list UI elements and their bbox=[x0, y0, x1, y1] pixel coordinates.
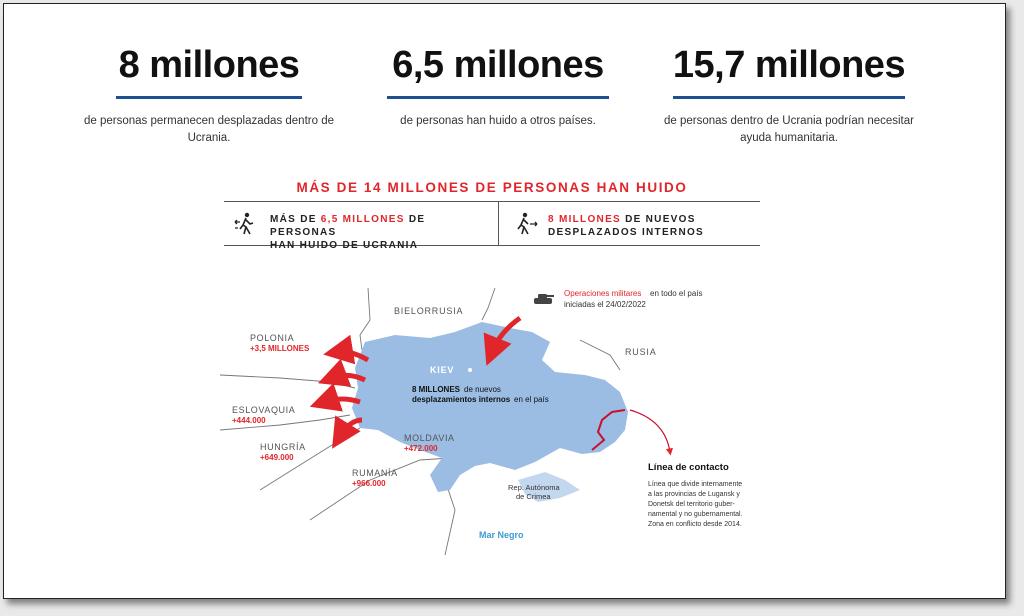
contact-line-pointer bbox=[630, 410, 670, 452]
border-poland-belarus bbox=[360, 288, 370, 350]
text-part: DE PERSONAS bbox=[270, 214, 426, 238]
stat-description bbox=[64, 113, 354, 147]
infographic-headline: MÁS DE 14 MILLONES DE PERSONAS HAN HUIDO bbox=[296, 180, 688, 195]
text-part: MÁS DE bbox=[270, 214, 321, 225]
refugees-moldova: +472.000 bbox=[404, 444, 438, 453]
contact-line-desc: Zona en conflicto desde 2014. bbox=[648, 521, 742, 528]
contact-line-desc: Donetsk del territorio guber- bbox=[648, 501, 735, 508]
border-romania-sea bbox=[445, 480, 455, 555]
stat-value: 15,7 millones bbox=[672, 44, 906, 86]
text-part: HAN HUIDO DE UCRANIA bbox=[270, 240, 419, 251]
refugees-slovakia: +444.000 bbox=[232, 416, 266, 425]
text-part: DE NUEVOS bbox=[621, 214, 696, 225]
stat-underline bbox=[387, 96, 609, 99]
contact-line-title: Línea de contacto bbox=[648, 462, 729, 473]
border-belarus-russia bbox=[482, 288, 495, 320]
text-highlight: 8 MILLONES bbox=[548, 214, 622, 225]
stat-description bbox=[644, 113, 934, 147]
country-label-romania: RUMANÍA bbox=[352, 468, 398, 478]
internal-displacement-rest-2: en el país bbox=[514, 395, 549, 404]
internal-displaced-text bbox=[548, 213, 758, 239]
stat-description-line: de personas han huido a otros países. bbox=[400, 115, 596, 127]
refugees-poland: +3,5 MILLONES bbox=[250, 344, 310, 353]
internal-displacement-bold: 8 MILLONES bbox=[412, 385, 461, 394]
internal-displaced-icon bbox=[516, 212, 538, 236]
kiev-dot-icon bbox=[468, 368, 472, 372]
fled-country-text bbox=[270, 213, 495, 252]
crimea-label-2: de Crimea bbox=[516, 492, 551, 501]
stat-displaced-internal bbox=[64, 42, 354, 147]
stat-description-line: de personas dentro de Ucrania podrían necesitar bbox=[664, 115, 914, 127]
stat-need-aid bbox=[644, 42, 934, 147]
ops-label-red: Operaciones militares bbox=[564, 289, 642, 298]
refugees-hungary: +649.000 bbox=[260, 453, 294, 462]
summary-divider bbox=[498, 202, 499, 245]
stat-description bbox=[364, 113, 632, 130]
sea-label: Mar Negro bbox=[479, 530, 524, 540]
stat-description-line: de personas permanecen desplazadas dentro de bbox=[84, 115, 334, 127]
country-label-russia: RUSIA bbox=[625, 347, 657, 357]
infographic-summary-bar bbox=[224, 201, 760, 251]
stat-description-line: ayuda humanitaria. bbox=[740, 132, 838, 144]
refugee-walking-icon bbox=[234, 212, 256, 236]
border-russia bbox=[580, 340, 620, 370]
arrow-to-hungary bbox=[324, 399, 360, 402]
ops-label-rest: en todo el país bbox=[650, 289, 703, 298]
arrow-to-slovakia bbox=[332, 375, 365, 380]
stat-underline bbox=[116, 96, 302, 99]
ukraine-shape bbox=[352, 322, 628, 492]
country-label-belarus: BIELORRUSIA bbox=[394, 306, 464, 316]
country-label-poland: POLONIA bbox=[250, 333, 295, 343]
stat-value: 6,5 millones bbox=[392, 44, 604, 86]
contact-line-desc: Línea que divide internamente bbox=[648, 481, 743, 488]
country-label-hungary: HUNGRÍA bbox=[260, 442, 306, 452]
stat-description-line: Ucrania. bbox=[187, 132, 231, 144]
country-label-slovakia: ESLOVAQUIA bbox=[232, 405, 296, 415]
contact-line-desc: a las provincias de Lugansk y bbox=[648, 491, 740, 498]
tank-icon bbox=[534, 294, 554, 304]
internal-displacement-rest: de nuevos bbox=[464, 385, 501, 394]
internal-displacement-bold-2: desplazamientos internos bbox=[412, 395, 511, 404]
contact-line-desc: namental y no gubernamental. bbox=[648, 511, 743, 518]
text-part: DESPLAZADOS INTERNOS bbox=[548, 227, 705, 238]
ops-label-date: iniciadas el 24/02/2022 bbox=[564, 300, 646, 309]
country-label-moldova: MOLDAVIA bbox=[404, 433, 455, 443]
text-highlight: 6,5 MILLONES bbox=[320, 214, 405, 225]
stat-value: 8 millones bbox=[118, 44, 300, 86]
ukraine-displacement-map bbox=[220, 280, 760, 570]
stat-fled-abroad bbox=[364, 42, 632, 130]
crimea-label: Rep. Autónoma bbox=[508, 483, 560, 492]
refugees-romania: +966.000 bbox=[352, 479, 386, 488]
stat-underline bbox=[673, 96, 905, 99]
city-label-kiev: KIEV bbox=[430, 365, 455, 375]
